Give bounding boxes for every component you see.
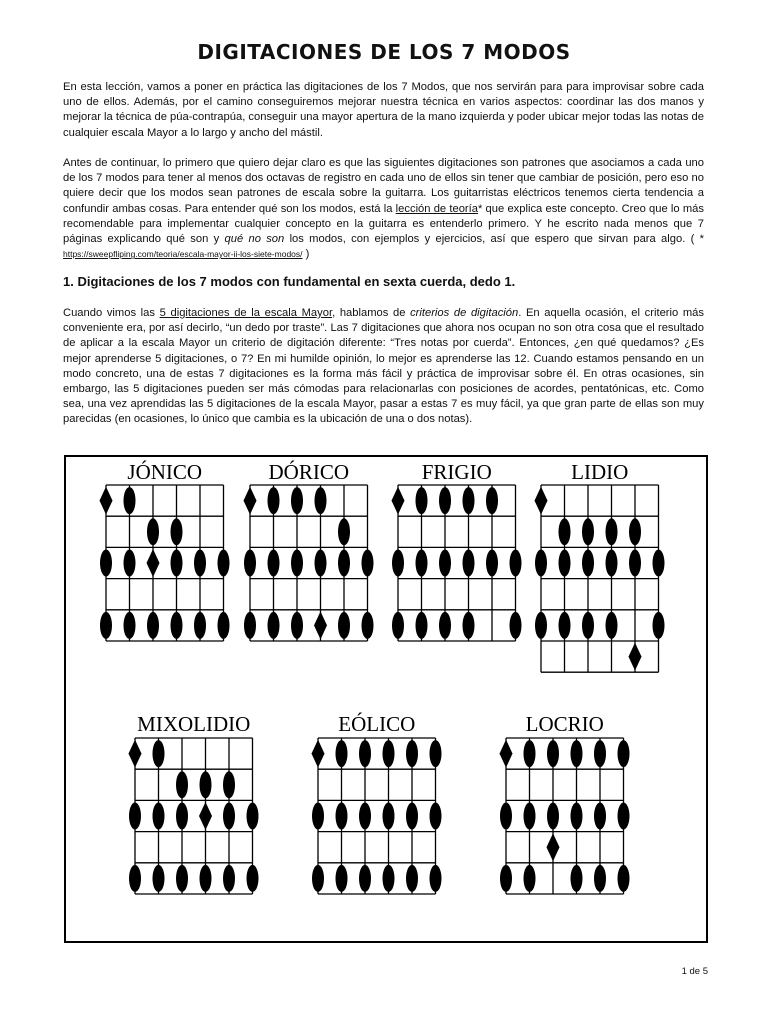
note-mark bbox=[124, 550, 136, 577]
note-mark bbox=[524, 865, 536, 892]
mode-name: EÓLICO bbox=[338, 712, 416, 736]
note-mark bbox=[463, 612, 475, 639]
fingering-paragraph bbox=[63, 306, 704, 428]
mode-diagrams-figure bbox=[64, 455, 708, 943]
note-mark bbox=[100, 612, 112, 639]
mode-name: LOCRIO bbox=[525, 712, 604, 736]
note-mark bbox=[223, 803, 235, 830]
note-mark bbox=[535, 612, 547, 639]
note-mark bbox=[582, 550, 594, 577]
note-mark bbox=[392, 550, 404, 577]
note-mark bbox=[559, 612, 571, 639]
note-mark bbox=[153, 740, 165, 767]
note-mark bbox=[439, 487, 451, 514]
note-mark bbox=[383, 740, 395, 767]
fingering-text-c: . En aquella ocasión, el criterio más conveniente era, por así decirlo, “un dedo por traste”. Las 7 digitaciones que ahora nos ocupan no son otra cosa que el resultado de aplicar a la escala Mayor un criterio de digitación diferente: “Tres notas por cuerda”. Entonces, ¿en qué quedamos? ¿Es mejor aprenderse 5 digitaciones, o 7? En mi humilde opinión, lo mejor es aprenderse las 12. Cuando estamos pensando en un modo concreto, una de estas 7 digitaciones es la forma más fácil y práctica de improvisar sobre él. En otras ocasiones, sin embargo, las 5 digitaciones pueden ser más cómodas para relacionarlas con posiciones de acordes, pentatónicas, etc. Como sea, una vez aprendidas las 5 digitaciones de la escala Mayor, pasar a estas 7 es muy fácil, ya que gran parte de ellas son muy parecidas (en ocasiones, lo único que cambia es la ubicación de una o dos notas). bbox=[63, 307, 704, 426]
note-mark bbox=[594, 865, 606, 892]
note-mark bbox=[486, 550, 498, 577]
note-mark bbox=[359, 803, 371, 830]
note-mark bbox=[200, 865, 212, 892]
context-text-b: * que explica este concepto. Creo que lo más recomendable para implementar cualquier concepto en la guitarra es entenderlo primero. Y he escrito nada menos que 7 páginas explicando qué son y bbox=[63, 202, 704, 246]
note-mark bbox=[653, 612, 665, 639]
note-mark bbox=[510, 550, 522, 577]
note-mark bbox=[129, 803, 141, 830]
note-mark bbox=[439, 612, 451, 639]
note-mark bbox=[392, 612, 404, 639]
note-mark bbox=[312, 865, 324, 892]
mode-name: LIDIO bbox=[571, 460, 629, 484]
theory-lesson-link[interactable]: lección de teoría bbox=[395, 202, 478, 215]
note-mark bbox=[618, 865, 630, 892]
note-mark bbox=[100, 550, 112, 577]
note-mark bbox=[268, 550, 280, 577]
note-mark bbox=[124, 612, 136, 639]
note-mark bbox=[383, 865, 395, 892]
note-mark bbox=[247, 865, 259, 892]
note-mark bbox=[571, 803, 583, 830]
context-italic: qué no son bbox=[224, 233, 285, 246]
note-mark bbox=[629, 550, 641, 577]
note-mark bbox=[383, 803, 395, 830]
note-mark bbox=[176, 771, 188, 798]
note-mark bbox=[582, 518, 594, 545]
note-mark bbox=[338, 550, 350, 577]
mode-name: FRIGIO bbox=[421, 460, 492, 484]
note-mark bbox=[194, 550, 206, 577]
note-mark bbox=[338, 518, 350, 545]
context-paragraph bbox=[63, 156, 704, 262]
note-mark bbox=[362, 612, 374, 639]
note-mark bbox=[430, 803, 442, 830]
note-mark bbox=[439, 550, 451, 577]
note-mark bbox=[153, 803, 165, 830]
note-mark bbox=[268, 612, 280, 639]
note-mark bbox=[486, 487, 498, 514]
note-mark bbox=[606, 518, 618, 545]
note-mark bbox=[291, 550, 303, 577]
note-mark bbox=[218, 612, 230, 639]
note-mark bbox=[416, 487, 428, 514]
note-mark bbox=[171, 518, 183, 545]
note-mark bbox=[582, 612, 594, 639]
fingering-italic: criterios de digitación bbox=[410, 307, 519, 319]
note-mark bbox=[336, 865, 348, 892]
note-mark bbox=[223, 771, 235, 798]
note-mark bbox=[147, 518, 159, 545]
note-mark bbox=[244, 612, 256, 639]
note-mark bbox=[535, 550, 547, 577]
note-mark bbox=[359, 740, 371, 767]
note-mark bbox=[406, 740, 418, 767]
note-mark bbox=[547, 803, 559, 830]
note-mark bbox=[171, 550, 183, 577]
context-text-a: Antes de continuar, lo primero que quiero dejar claro es que las siguientes digitaciones son patrones que asociamos a cada uno de los 7 modos para tener al menos dos octavas de registro en cada uno de ellos sin tener que cambiar de posición, pero eso no quiere decir que los modos sean patrones de escala sobre la guitarra. Los guitarristas eléctricos tenemos cierta tendencia a confundir ambas cosas. Para entender qué son los modos, está la bbox=[63, 157, 704, 215]
major-scale-fingerings-link[interactable]: 5 digitaciones de la escala Mayor bbox=[159, 307, 333, 319]
note-mark bbox=[176, 803, 188, 830]
note-mark bbox=[194, 612, 206, 639]
section-heading: 1. Digitaciones de los 7 modos con fundamental en sexta cuerda, dedo 1. bbox=[63, 274, 516, 289]
fingering-text-b: , hablamos de bbox=[332, 307, 411, 319]
note-mark bbox=[629, 518, 641, 545]
note-mark bbox=[500, 803, 512, 830]
mode-name: MIXOLIDIO bbox=[137, 712, 251, 736]
mode-name: DÓRICO bbox=[268, 460, 350, 484]
context-text-c: los modos, con ejemplos y ejercicios, así que espero que sirvan para algo. ( * bbox=[284, 233, 704, 246]
note-mark bbox=[594, 740, 606, 767]
note-mark bbox=[618, 803, 630, 830]
note-mark bbox=[291, 612, 303, 639]
note-mark bbox=[463, 487, 475, 514]
note-mark bbox=[559, 550, 571, 577]
note-mark bbox=[200, 771, 212, 798]
note-mark bbox=[547, 740, 559, 767]
note-mark bbox=[291, 487, 303, 514]
note-mark bbox=[618, 740, 630, 767]
note-mark bbox=[524, 803, 536, 830]
note-mark bbox=[359, 865, 371, 892]
note-mark bbox=[315, 487, 327, 514]
theory-url-link[interactable]: https://sweepfliping.com/teoria/escala-mayor-ii-los-siete-modos/ bbox=[63, 249, 303, 260]
note-mark bbox=[336, 740, 348, 767]
note-mark bbox=[362, 550, 374, 577]
note-mark bbox=[406, 865, 418, 892]
note-mark bbox=[268, 487, 280, 514]
note-mark bbox=[312, 803, 324, 830]
note-mark bbox=[606, 550, 618, 577]
note-mark bbox=[463, 550, 475, 577]
note-mark bbox=[500, 865, 512, 892]
note-mark bbox=[171, 612, 183, 639]
note-mark bbox=[571, 740, 583, 767]
note-mark bbox=[176, 865, 188, 892]
page-title: DIGITACIONES DE LOS 7 MODOS bbox=[197, 40, 571, 64]
note-mark bbox=[524, 740, 536, 767]
note-mark bbox=[430, 865, 442, 892]
note-mark bbox=[147, 612, 159, 639]
note-mark bbox=[153, 865, 165, 892]
note-mark bbox=[510, 612, 522, 639]
note-mark bbox=[594, 803, 606, 830]
fingering-text-a: Cuando vimos las bbox=[63, 307, 160, 319]
note-mark bbox=[571, 865, 583, 892]
note-mark bbox=[336, 803, 348, 830]
note-mark bbox=[124, 487, 136, 514]
note-mark bbox=[129, 865, 141, 892]
intro-paragraph: En esta lección, vamos a poner en práctica las digitaciones de los 7 Modos, que nos servirán para para improvisar sobre cada uno de ellos. Además, por el camino conseguiremos mejorar nuestra técnica en varios aspectos: coordinar las dos manos y mejorar la técnica de púa-contrapúa, conseguir una mayor apertura de la mano izquierda y poder ubicar mejor todas las notas de cualquier escala Mayor a lo largo y ancho del mástil. bbox=[63, 81, 704, 139]
note-mark bbox=[416, 550, 428, 577]
note-mark bbox=[247, 803, 259, 830]
page-number: 1 de 5 bbox=[681, 966, 708, 977]
note-mark bbox=[653, 550, 665, 577]
note-mark bbox=[606, 612, 618, 639]
note-mark bbox=[559, 518, 571, 545]
note-mark bbox=[430, 740, 442, 767]
note-mark bbox=[218, 550, 230, 577]
note-mark bbox=[338, 612, 350, 639]
note-mark bbox=[406, 803, 418, 830]
note-mark bbox=[223, 865, 235, 892]
context-text-d: ) bbox=[302, 248, 310, 261]
note-mark bbox=[315, 550, 327, 577]
note-mark bbox=[244, 550, 256, 577]
note-mark bbox=[416, 612, 428, 639]
mode-name: JÓNICO bbox=[127, 460, 203, 484]
